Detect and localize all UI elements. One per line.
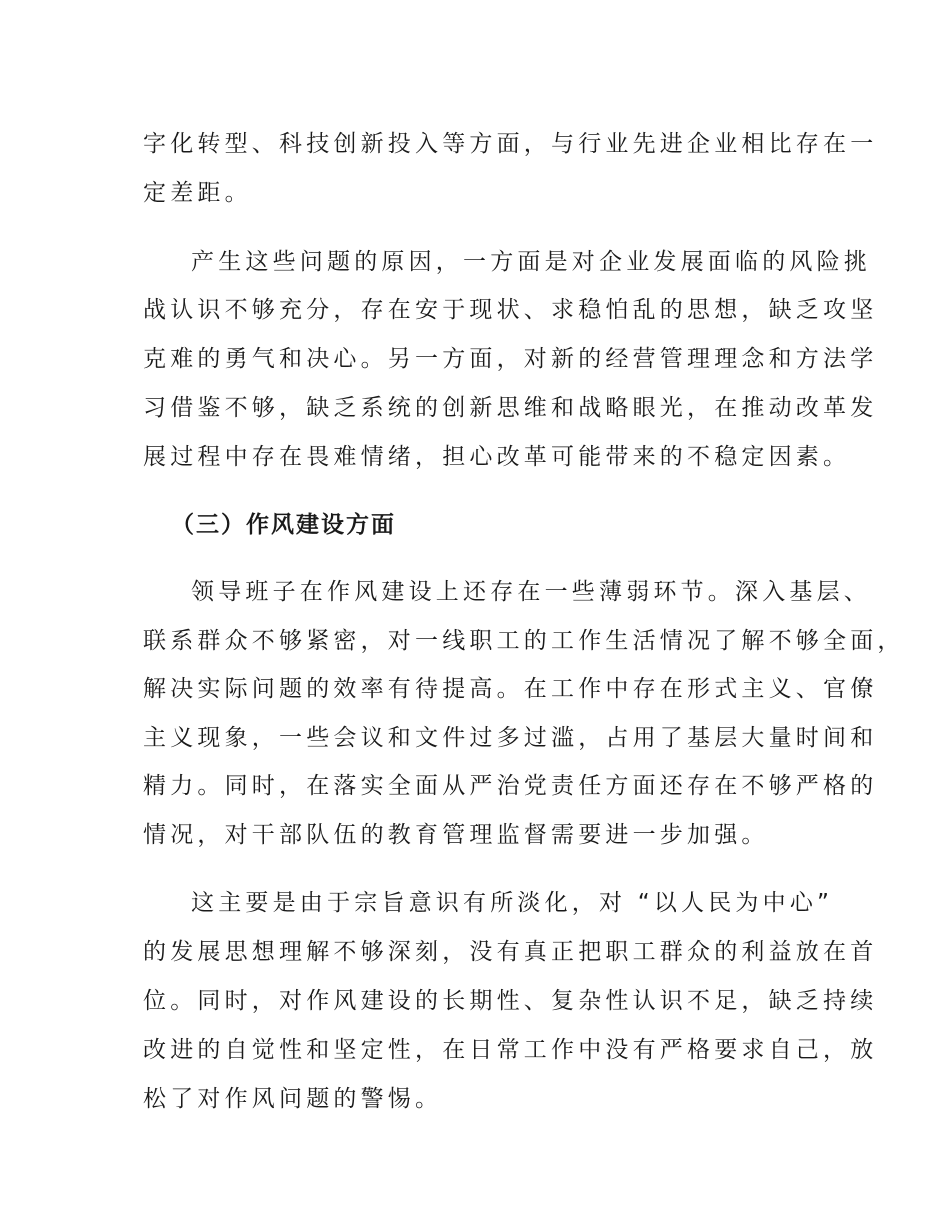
paragraph-line: 展过程中存在畏难情绪，担心改革可能带来的不稳定因素。 — [143, 444, 851, 470]
paragraph-line: 联系群众不够紧密，对一线职工的工作生活情况了解不够全面， — [143, 628, 905, 654]
paragraph-line: 这主要是由于宗旨意识有所淡化，对 “以人民为中心” — [191, 890, 834, 916]
section-heading: （三）作风建设方面 — [171, 512, 396, 538]
paragraph-line: 情况，对干部队伍的教育管理监督需要进一步加强。 — [143, 822, 769, 848]
paragraph-line: 位。同时，对作风建设的长期性、复杂性认识不足，缺乏持续 — [143, 988, 878, 1014]
paragraph-line: 解决实际问题的效率有待提高。在工作中存在形式主义、官僚 — [143, 676, 878, 702]
paragraph-line: 的发展思想理解不够深刻，没有真正把职工群众的利益放在首 — [143, 939, 878, 965]
paragraph-line: 习借鉴不够，缺乏系统的创新思维和战略眼光，在推动改革发 — [143, 395, 878, 421]
paragraph-line: 精力。同时，在落实全面从严治党责任方面还存在不够严格的 — [143, 773, 878, 799]
paragraph-line: 松了对作风问题的警惕。 — [143, 1086, 443, 1112]
paragraph-line: 改进的自觉性和坚定性，在日常工作中没有严格要求自己，放 — [143, 1037, 878, 1063]
paragraph-line: 主义现象，一些会议和文件过多过滥，占用了基层大量时间和 — [143, 725, 878, 751]
paragraph-line: 克难的勇气和决心。另一方面，对新的经营管理理念和方法学 — [143, 346, 878, 372]
paragraph-line: 产生这些问题的原因，一方面是对企业发展面临的风险挑 — [191, 249, 871, 275]
paragraph-line: 领导班子在作风建设上还存在一些薄弱环节。深入基层、 — [191, 579, 871, 605]
paragraph-line: 战认识不够充分，存在安于现状、求稳怕乱的思想，缺乏攻坚 — [143, 297, 878, 323]
paragraph-line: 定差距。 — [143, 180, 252, 206]
paragraph-line: 字化转型、科技创新投入等方面，与行业先进企业相比存在一 — [143, 131, 878, 157]
